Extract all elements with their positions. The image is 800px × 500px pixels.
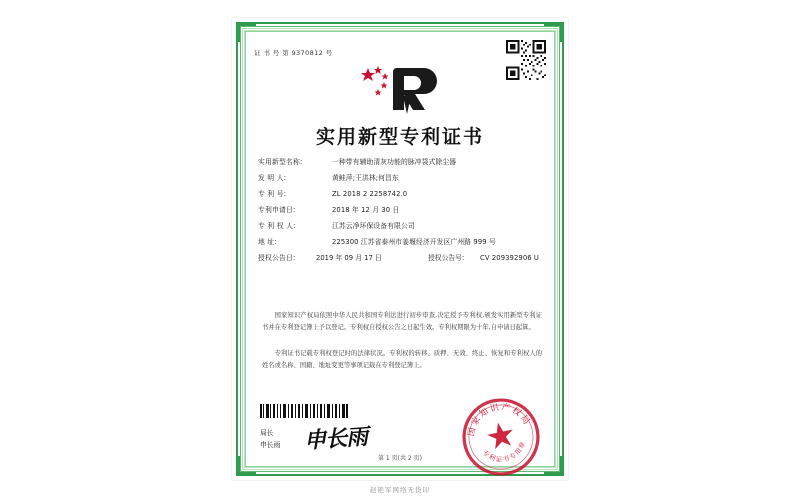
field-label: 实用新型名称:	[258, 158, 303, 166]
barcode-icon	[260, 404, 348, 418]
certificate-number: 证 书 号 第 9370812 号	[254, 49, 333, 57]
field-row-patent-number	[258, 190, 542, 198]
field-value-grant-number: CV 209392906 U	[480, 253, 540, 262]
field-label-grant-date: 授权公告日:	[258, 253, 296, 262]
footer-note: 赵艳军网络无货印	[370, 486, 430, 494]
page-number: 第 1 页(共 2 页)	[378, 455, 422, 462]
field-row-patentee	[258, 222, 542, 230]
field-label: 专 利 权 人:	[258, 221, 296, 230]
field-value: 江苏云净环保设备有限公司	[332, 221, 415, 230]
signature-name: 申长雨	[260, 440, 281, 449]
field-value: ZL 2018 2 2258742.0	[332, 189, 408, 198]
field-value: 黄鲑萍;王洪林;何昌东	[332, 173, 399, 182]
patent-office-emblem-icon	[232, 62, 568, 118]
field-label: 专利申请日:	[258, 205, 296, 214]
field-row-address	[258, 238, 542, 246]
field-value: 225300 江苏省泰州市姜堰经济开发区广州路 999 号	[332, 237, 496, 246]
field-value-grant-date: 2019 年 09 月 17 日	[316, 253, 382, 262]
field-row-name	[258, 158, 542, 166]
field-value: 2018 年 12 月 30 日	[332, 205, 400, 214]
field-label-grant-number: 授权公告号:	[428, 253, 465, 262]
signature-title: 局长	[260, 429, 274, 437]
field-label: 专 利 号:	[258, 189, 287, 198]
svg-text:专利证书专用章: 专利证书专用章	[480, 439, 528, 464]
field-row-grant-announcement	[258, 254, 542, 262]
handwritten-signature: 申长雨	[303, 423, 368, 455]
field-label: 发 明 人:	[258, 173, 287, 182]
official-red-seal	[460, 396, 542, 478]
corner-ornament-top-left	[238, 24, 256, 42]
signature-block	[260, 428, 280, 451]
field-row-application-date	[258, 206, 542, 214]
legal-paragraph-1: 国家知识产权局依照中华人民共和国专利法进行初步审查,决定授予专利权,颁发实用新型专利证书并在专利登记簿上予以登记。专利权自授权公告之日起生效。专利权期限为十年,自申请日起算。	[262, 312, 542, 331]
patent-certificate	[232, 18, 568, 480]
page-title: 实用新型专利证书	[315, 126, 484, 148]
svg-text:国家知识产权局: 国家知识产权局	[466, 402, 533, 438]
corner-ornament-top-right	[544, 24, 562, 42]
field-list	[258, 158, 542, 270]
field-label: 地 址:	[258, 237, 277, 246]
legal-paragraph-2: 专利证书记载专利权登记时的法律状况。专利权的转移、质押、无效、终止、恢复和专利权人的姓名或名称、国籍、地址变更等事项记载在专利登记簿上。	[262, 350, 542, 369]
field-value: 一种带有辅助清灰功能的脉冲袋式除尘器	[332, 158, 457, 166]
field-row-inventor	[258, 174, 542, 182]
